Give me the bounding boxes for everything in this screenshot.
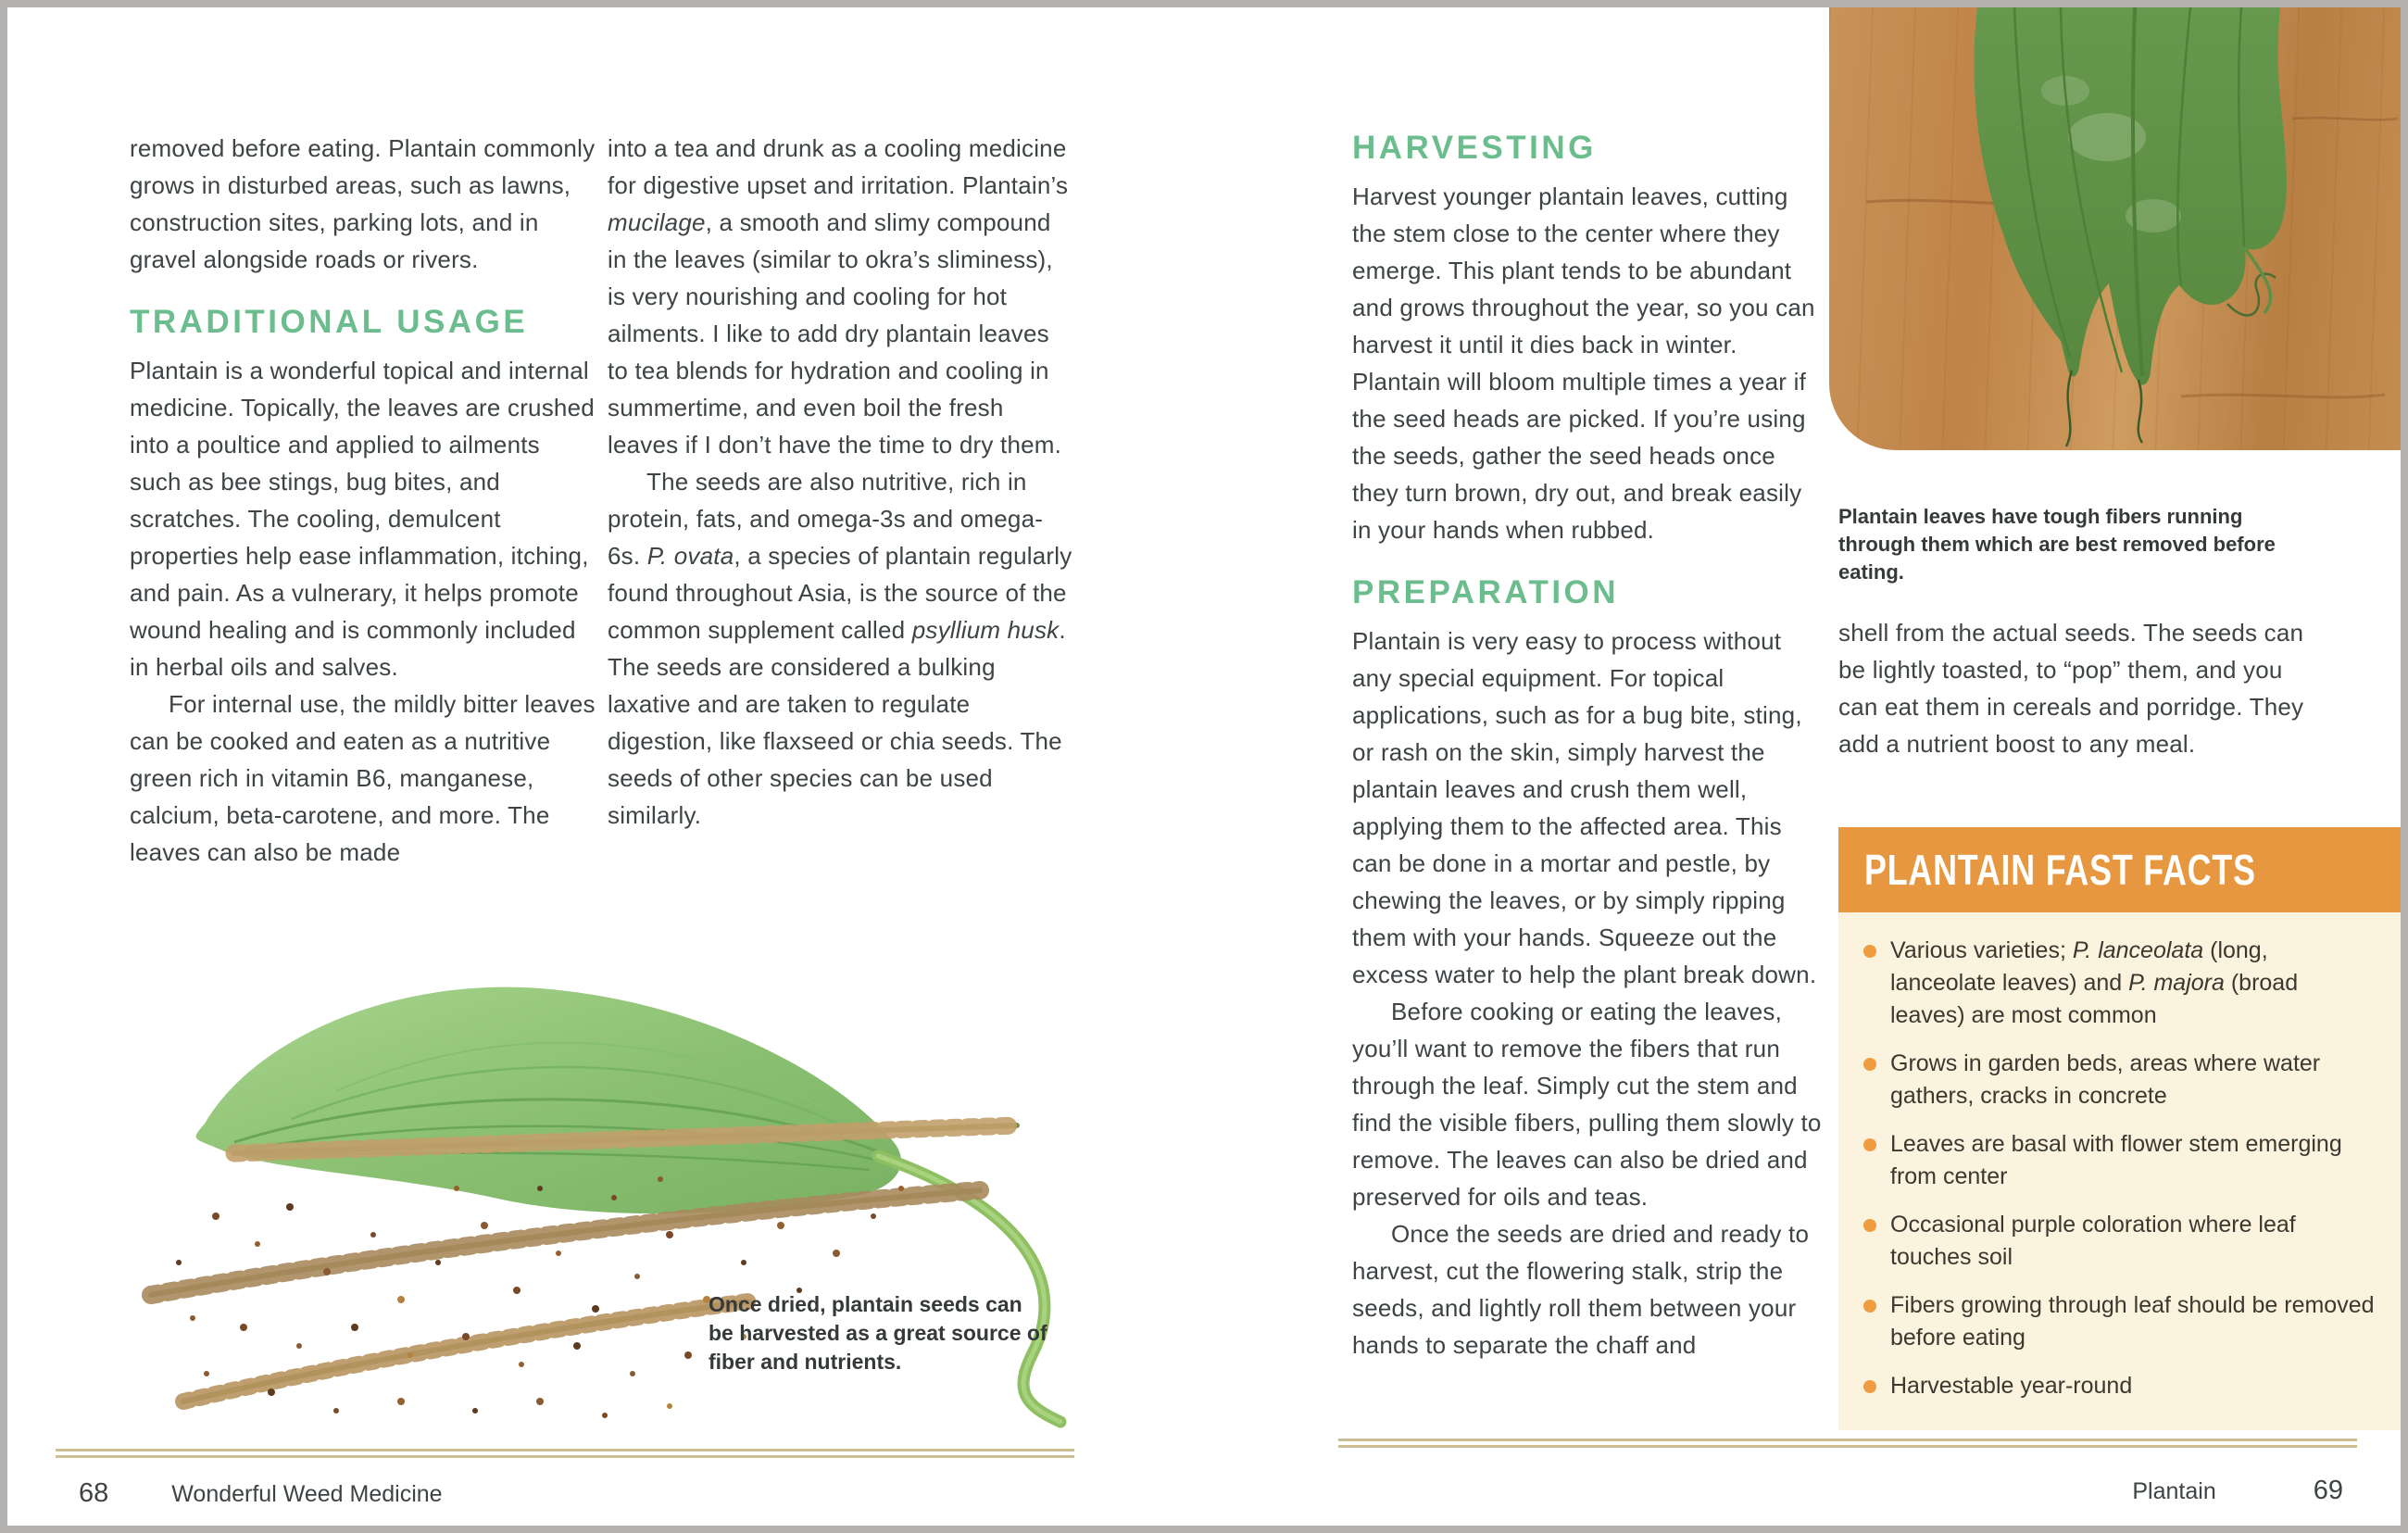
running-title: Plantain <box>2132 1478 2216 1504</box>
footer-right <box>1338 1476 2343 1506</box>
paragraph: Harvest younger plantain leaves, cutting the stem close to the center where they emerge. This plant tends to be abundant and grows throughout the year, so you can harvest it until it dies back in winter. Plantain will bloom multiple times a year if the seed heads are picked. If you’re using the seeds, gather the seed heads once they turn brown, dry out, and break easily in your hands when rubbed. <box>1352 182 1815 544</box>
paragraph: removed before eating. Plantain commonly grows in disturbed areas, such as lawns, construction sites, parking lots, and in gravel alongside roads or rivers. <box>130 134 596 273</box>
right-photo-caption: Plantain leaves have tough fibers running through them which are best removed before eating. <box>1838 505 2276 584</box>
paragraph: Once the seeds are dried and ready to harvest, cut the flowering stalk, strip the seeds, and lightly roll them between your hands to separate the chaff and <box>1352 1220 1810 1359</box>
paragraph: into a tea and drunk as a cooling medicine for digestive upset and irritation. Plantain’s mucilage, a smooth and slimy compound in the leaves (similar to okra’s sliminess), is very nourishing and cooling for hot ailments. I like to add dry plantain leaves to tea blends for hydration and cooling in summertime, and even boil the fresh leaves if I don’t have the time to dry them. <box>608 134 1069 459</box>
right-column-2 <box>1838 614 2306 762</box>
section-heading-traditional-usage: TRADITIONAL USAGE <box>130 304 529 340</box>
fast-fact-item: Leaves are basal with flower stem emerging from center <box>1838 1128 2377 1193</box>
fast-facts-title: PLANTAIN FAST FACTS <box>1864 846 2256 894</box>
leaf-on-wood-illustration <box>1829 7 2401 450</box>
fast-fact-item: Harvestable year-round <box>1838 1370 2377 1402</box>
paragraph: shell from the actual seeds. The seeds can be lightly toasted, to “pop” them, and you can eat them in cereals and porridge. They add a nutrient boost to any meal. <box>1838 619 2304 758</box>
footer-left <box>79 1478 1074 1509</box>
right-column-1 <box>1352 128 1823 1363</box>
page-number: 68 <box>79 1478 109 1508</box>
paragraph: Before cooking or eating the leaves, you’ll want to remove the fibers that run through the leaf. Simply cut the stem and find the visible fibers, pulling them slowly to remove. The leaves can also be dried and preserved for oils and teas. <box>1352 998 1822 1211</box>
left-photo-caption: Once dried, plantain seeds can be harvested as a great source of fiber and nutrients. <box>709 1292 1047 1374</box>
fast-facts-box <box>1838 827 2401 1430</box>
paragraph: Plantain is very easy to process without any special equipment. For topical applications, such as for a bug bite, sting, or rash on the skin, simply harvest the plantain leaves and crush them well, applying them to the affected area. This can be done in a mortar and pestle, by chewing the leaves, or by simply ripping them with your hands. Squeeze out the excess water to help the plant break down. <box>1352 627 1817 988</box>
fast-facts-list <box>1838 912 2401 1430</box>
section-heading-preparation: PREPARATION <box>1352 574 1620 610</box>
fast-fact-item: Grows in garden beds, areas where water gathers, cracks in concrete <box>1838 1048 2377 1112</box>
footer-rule-left <box>56 1449 1074 1458</box>
left-column-2 <box>608 130 1075 834</box>
fast-facts-header <box>1838 827 2401 912</box>
paragraph: The seeds are also nutritive, rich in protein, fats, and omega-3s and omega-6s. P. ovata, a species of plantain regularly found throughout Asia, is the source of the common supplement called psyllium husk. The seeds are considered a bulking laxative and are taken to regulate digestion, like flaxseed or chia seeds. The seeds of other species can be used similarly. <box>608 468 1072 829</box>
plantain-leaf-photo <box>1829 7 2401 450</box>
paragraph: For internal use, the mildly bitter leaves can be cooked and eaten as a nutritive green rich in vitamin B6, manganese, calcium, beta-carotene, and more. The leaves can also be made <box>130 690 596 866</box>
plantain-leaf-illustration <box>196 987 901 1213</box>
paragraph: Plantain is a wonderful topical and internal medicine. Topically, the leaves are crushed into a poultice and applied to ailments such as bee stings, bug bites, and scratches. The cooling, demulcent properties help ease inflammation, itching, and pain. As a vulnerary, it helps promote wound healing and is commonly included in herbal oils and salves. <box>130 357 595 681</box>
running-title: Wonderful Weed Medicine <box>171 1481 443 1507</box>
fast-fact-item: Fibers growing through leaf should be removed before eating <box>1838 1289 2377 1354</box>
section-heading-harvesting: HARVESTING <box>1352 130 1597 166</box>
fast-fact-item: Occasional purple coloration where leaf touches soil <box>1838 1209 2377 1274</box>
page-number: 69 <box>2313 1476 2343 1505</box>
fast-fact-item: Various varieties; P. lanceolata (long, lanceolate leaves) and P. majora (broad leaves) are most common <box>1838 935 2377 1032</box>
footer-rule-right <box>1338 1439 2357 1448</box>
left-column-1 <box>130 130 597 871</box>
